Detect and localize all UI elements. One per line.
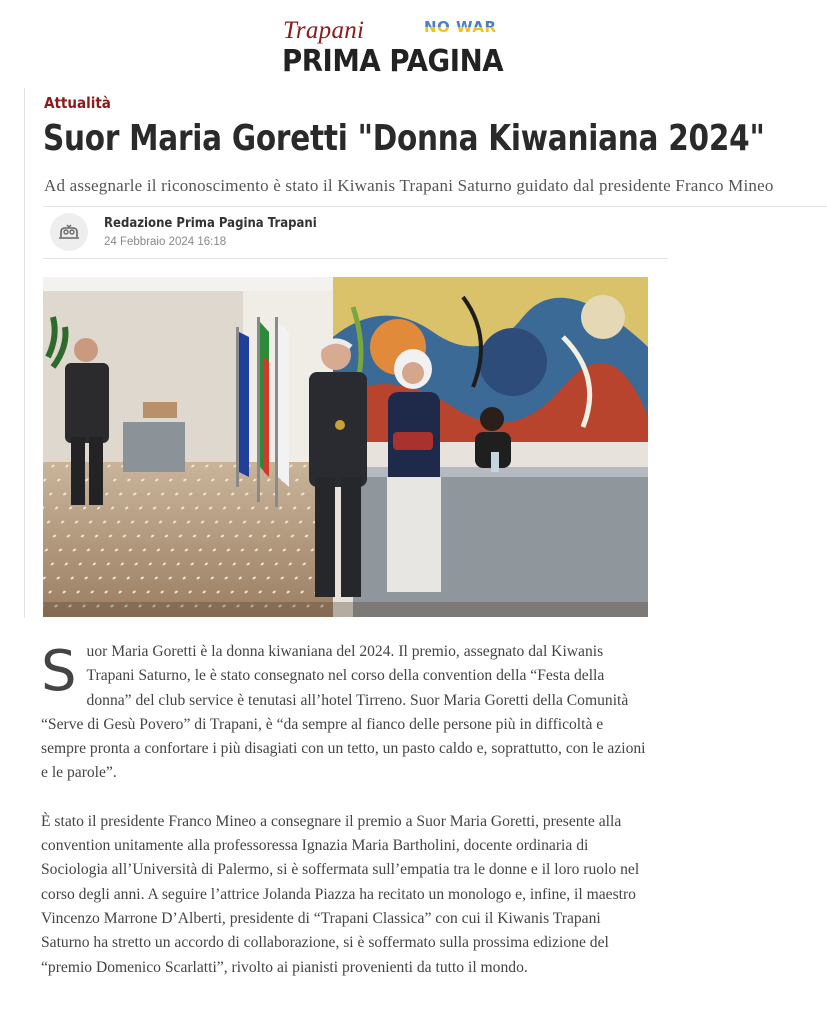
article-paragraph: È stato il presidente Franco Mineo a consegnare il premio a Suor Maria Goretti, presente alla convention unitamente alla professoressa Ignazia Maria Bartholini, docente ordinaria di Sociologia all’Università di Palermo, si è soffermata sull’empatia tra le donne e il loro ruolo nel corso degli anni. A seguire l’attrice Jolanda Piazza ha recitato un monologo e, infine, il maestro Vincenzo Marrone D’Alberti, presidente di “Trapani Classica” con cui il Kiwanis Trapani Saturno ha stretto un accordo di collaborazione, si è soffermato sulla prossima edizione del “premio Domenico Scarlatti”, rivolto ai pianisti provenienti da tutto il mondo. <box>41 812 640 976</box>
logo-trapani-text: Trapani <box>283 17 365 44</box>
publish-date: 24 Febbraio 2024 16:18 <box>104 236 227 248</box>
newsroom-icon <box>58 223 80 241</box>
paragraph-text: uor Maria Goretti è la donna kiwaniana del 2024. Il premio, assegnato dal Kiwanis Trapani Saturno, le è stato consegnato nel corso della convention della “Festa della donna” del club service è tenutasi all’hotel Tirreno. Suor Maria Goretti della Comunità “Serve di Gesù Povero” di Trapani, è “da sempre al fianco delle persone più in difficoltà e sempre pronta a confortare i più disagiati con un tetto, un pasto caldo e, soprattutto, con le azioni e le parole”. <box>41 643 646 782</box>
article-subtitle: Ad assegnarle il riconoscimento è stato il Kiwanis Trapani Saturno guidato dal presidente Franco Mineo <box>44 176 774 195</box>
article-paragraph <box>41 640 651 786</box>
masthead <box>0 0 827 88</box>
article-body <box>41 640 651 980</box>
logo-no-war-badge: NO WAR <box>424 18 497 36</box>
drop-cap: S <box>41 639 77 704</box>
sidebar-divider <box>24 88 25 618</box>
author-avatar-icon[interactable] <box>50 213 88 251</box>
divider <box>43 258 668 259</box>
article-photo <box>43 277 648 617</box>
category-link[interactable]: Attualità <box>44 94 111 112</box>
author-name-link[interactable]: Redazione Prima Pagina Trapani <box>104 216 317 231</box>
logo-prima-pagina-text: PRIMA PAGINA <box>282 44 504 79</box>
article-title: Suor Maria Goretti "Donna Kiwaniana 2024" <box>43 118 765 159</box>
award-ceremony-photo <box>43 277 648 617</box>
divider <box>43 206 827 207</box>
